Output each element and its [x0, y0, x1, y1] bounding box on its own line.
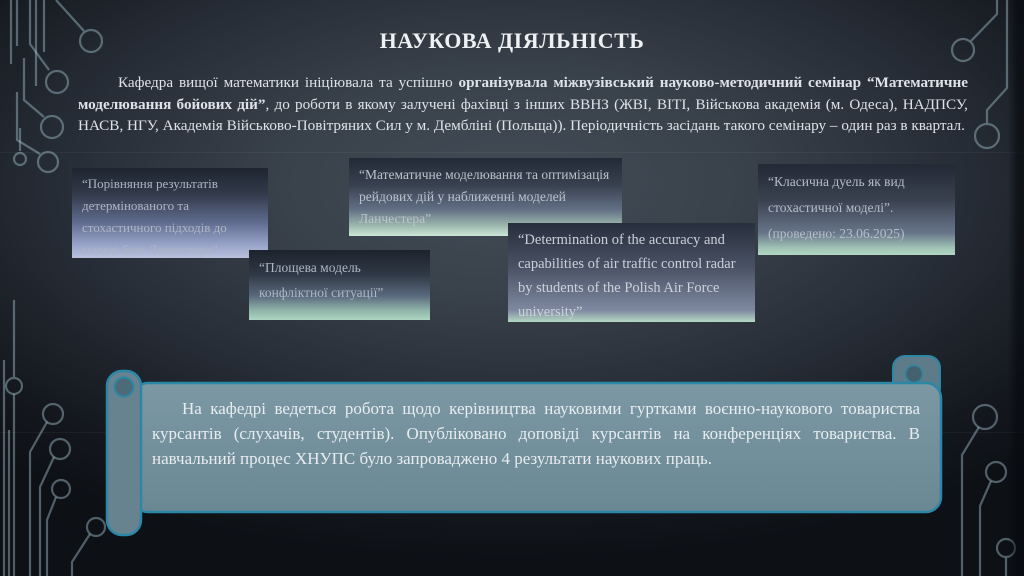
intro-text-bold: організувала міжвузівський науково-методичний семінар “Математичне моделювання бойових дій”	[78, 74, 968, 113]
topic-card-comparison	[72, 168, 268, 258]
slide-right-edge-shade	[1008, 0, 1024, 576]
topic-card-classic-duel	[758, 164, 955, 255]
scroll-banner-text: На кафедрі ведеться робота щодо керівництва науковими гуртками воєнно-наукового товариства курсантів (слухачів, студентів). Опубліковано доповіді курсантів на конференціях товариства. В навчальний процес ХНУПС було запроваджено 4 результати наукових праць.	[152, 399, 920, 468]
topic-card-text: “Порівняння результатів детермінованого та стохастичного підходів до моделі бою Ланчестера”	[82, 176, 227, 257]
slide-title: НАУКОВА ДІЯЛЬНІСТЬ	[379, 28, 645, 53]
scroll-left-curl	[115, 378, 134, 397]
topic-card-area-model	[249, 250, 430, 320]
intro-text-lead: Кафедра вищої математики ініціювала та успішно	[118, 74, 459, 91]
background-seam	[0, 152, 1024, 153]
scroll-banner	[100, 352, 945, 547]
intro-text-tail: , до роботи в якому залучені фахівці з інших ВВНЗ (ЖВІ, ВІТІ, Військова академія (м. Одеса), НАДПСУ, НАСВ, НГУ, Академія Військово-Повітряних Сил у м. Дембліні (Польща)). Періодичність засідань такого семінару – один раз в квартал.	[78, 95, 968, 134]
intro-paragraph	[78, 72, 968, 137]
topic-card-text: “Площева модель конфліктної ситуації”	[259, 260, 384, 300]
topic-card-text: “Математичне моделювання та оптимізація рейдових дій у наближенні моделей Ланчестера”	[359, 167, 610, 226]
topic-card-text: “Класична дуель як вид стохастичної моделі”. (проведено: 23.06.2025)	[768, 174, 905, 241]
topic-card-text: “Determination of the accuracy and capabilities of air traffic control radar by students of the Polish Air Force university”	[518, 232, 736, 320]
topic-card-radar-accuracy	[508, 223, 755, 322]
